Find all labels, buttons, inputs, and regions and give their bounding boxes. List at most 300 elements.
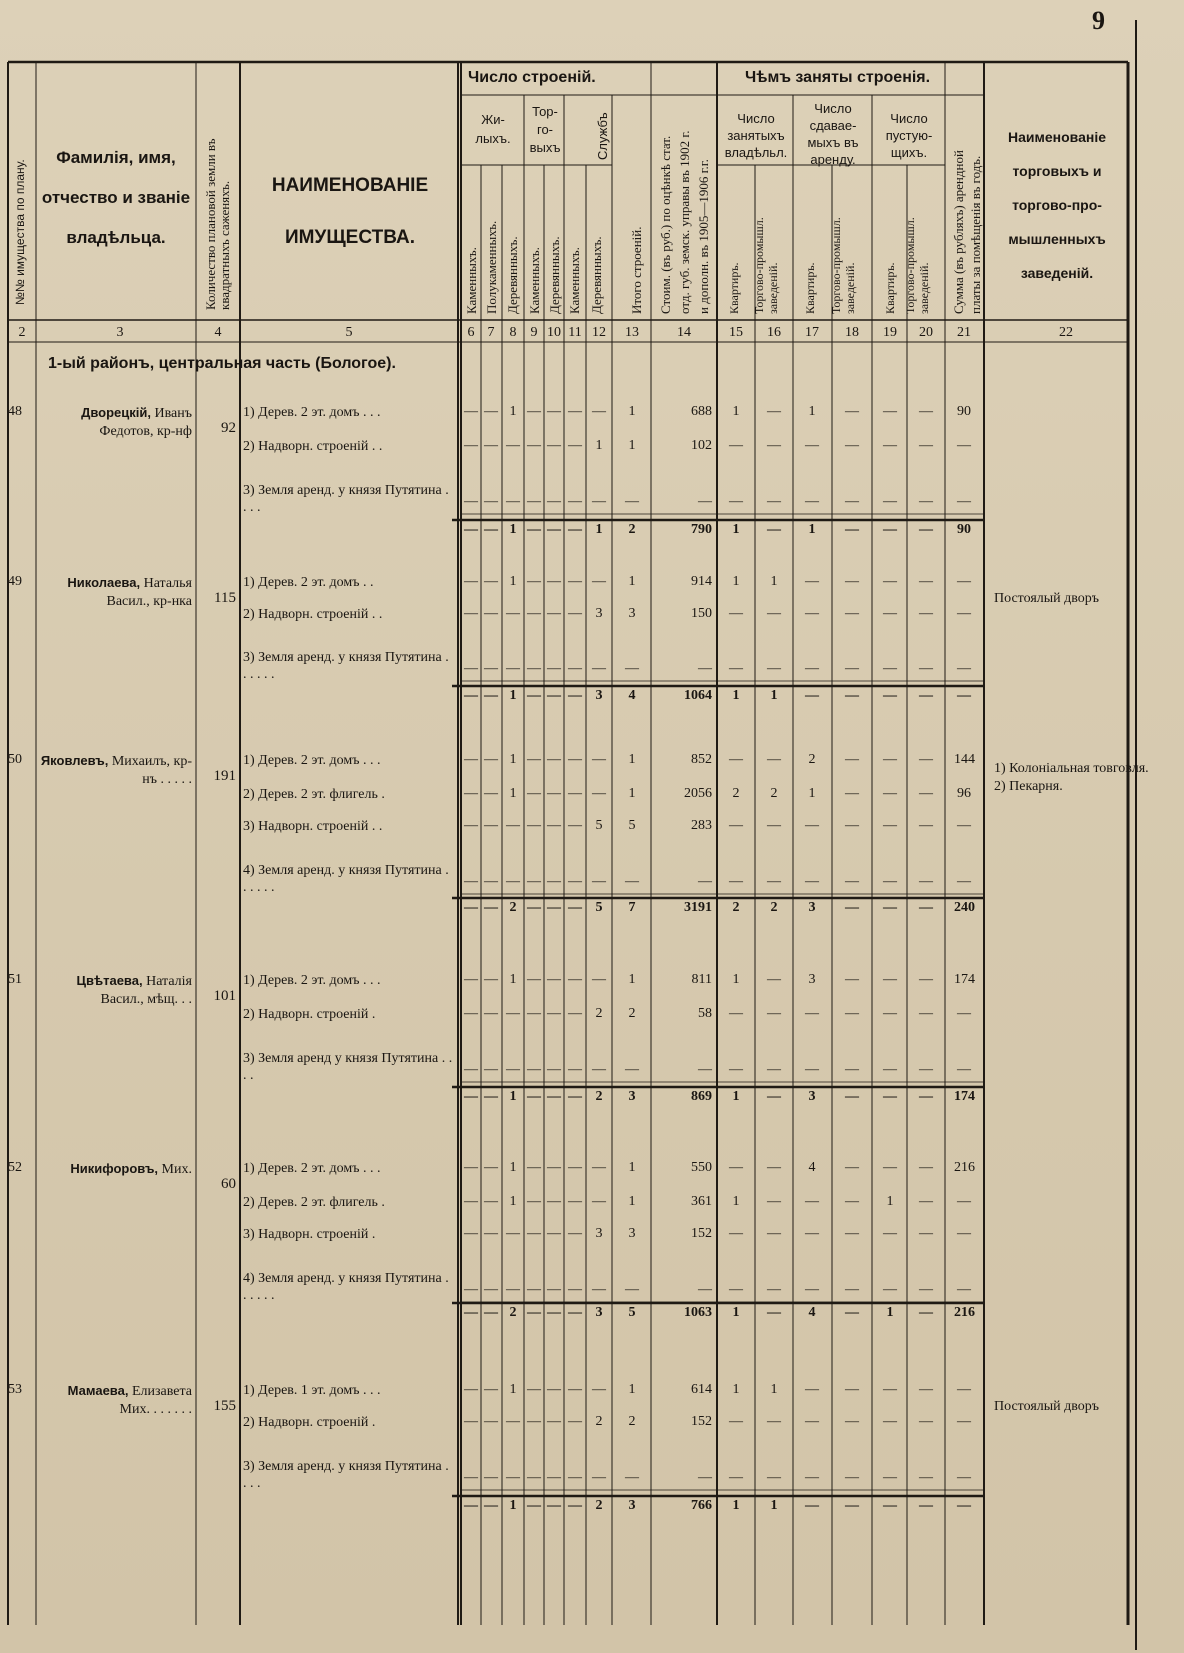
- total-value: 3: [628, 1498, 636, 1513]
- cell-value: —: [845, 1062, 859, 1077]
- cell-value: —: [464, 1226, 478, 1241]
- owner-surname: Яковлевъ,: [40, 753, 109, 768]
- cell-value: 1: [732, 404, 740, 419]
- header-v19: Квартиръ.: [883, 262, 897, 314]
- total-value: —: [464, 900, 478, 915]
- total-value: 1: [732, 1498, 740, 1513]
- total-value: —: [919, 522, 933, 537]
- total-value: —: [845, 1498, 859, 1513]
- cell-value: —: [805, 494, 819, 509]
- land-area: 60: [221, 1176, 236, 1192]
- record-index: 52: [8, 1160, 22, 1175]
- cell-value: 550: [691, 1160, 712, 1175]
- cell-value: 3: [808, 972, 816, 987]
- cell-value: —: [805, 1226, 819, 1241]
- cell-value: —: [592, 972, 606, 987]
- cell-value: —: [919, 818, 933, 833]
- cell-value: —: [883, 874, 897, 889]
- total-value: —: [527, 1305, 541, 1320]
- total-value: —: [568, 1089, 582, 1104]
- total-value: —: [464, 1305, 478, 1320]
- header-buildings-count: Число строеній.: [468, 69, 596, 86]
- header-occupied-by: Чѣмъ заняты строенія.: [745, 69, 931, 86]
- cell-value: —: [464, 1062, 478, 1077]
- cell-value: —: [568, 494, 582, 509]
- cell-value: —: [919, 1160, 933, 1175]
- cell-value: —: [464, 1382, 478, 1397]
- property-item: 3) Земля аренд. у князя Путятина . . . .: [243, 483, 449, 515]
- cell-value: —: [957, 874, 971, 889]
- cell-value: —: [484, 818, 498, 833]
- header-v10: Деревянныхъ.: [547, 236, 562, 314]
- column-number: 2: [18, 325, 26, 340]
- total-value: —: [883, 688, 897, 703]
- cell-value: —: [568, 1062, 582, 1077]
- cell-value: —: [957, 661, 971, 676]
- total-value: —: [484, 1089, 498, 1104]
- total-value: —: [845, 1089, 859, 1104]
- cell-value: 90: [957, 404, 971, 419]
- header-owners: Число занятыхъ владѣльл.: [724, 111, 788, 160]
- cell-value: —: [547, 494, 561, 509]
- record-index: 49: [8, 574, 22, 589]
- cell-value: —: [506, 494, 520, 509]
- cell-value: 283: [691, 818, 712, 833]
- cell-value: —: [547, 972, 561, 987]
- cell-value: 1: [770, 1382, 778, 1397]
- total-value: —: [547, 1305, 561, 1320]
- cell-value: —: [767, 1160, 781, 1175]
- total-value: 5: [595, 900, 603, 915]
- total-value: —: [767, 522, 781, 537]
- header-v11: Каменныхъ.: [567, 247, 582, 314]
- cell-value: —: [568, 1160, 582, 1175]
- cell-value: 216: [954, 1160, 975, 1175]
- cell-value: —: [919, 786, 933, 801]
- cell-value: —: [592, 404, 606, 419]
- cell-value: —: [729, 606, 743, 621]
- cell-value: —: [767, 752, 781, 767]
- cell-value: 914: [691, 574, 712, 589]
- cell-value: —: [919, 438, 933, 453]
- total-value: —: [845, 900, 859, 915]
- cell-value: —: [957, 1470, 971, 1485]
- header-businesses: Наименованіе торговыхъ и торгово-про- мышленныхъ заведеній.: [1008, 129, 1106, 281]
- total-value: —: [805, 1498, 819, 1513]
- header-land-area: Количество плановой земли въ квадратныхъ саженяхъ.: [203, 138, 232, 310]
- cell-value: —: [527, 574, 541, 589]
- total-value: —: [767, 1305, 781, 1320]
- total-value: —: [484, 522, 498, 537]
- cell-value: —: [698, 874, 712, 889]
- total-value: —: [484, 688, 498, 703]
- owner-details: Елизавета Мих. . . . . . .: [119, 1384, 192, 1417]
- cell-value: —: [547, 1194, 561, 1209]
- header-commercial: Тор- го- выхъ: [529, 104, 561, 155]
- cell-value: 1: [509, 786, 517, 801]
- cell-value: —: [767, 972, 781, 987]
- total-value: —: [568, 1305, 582, 1320]
- district-title: 1-ый районъ, центральная часть (Бологое).: [48, 355, 396, 372]
- cell-value: —: [919, 574, 933, 589]
- cell-value: 1: [732, 574, 740, 589]
- cell-value: —: [729, 438, 743, 453]
- cell-value: —: [484, 752, 498, 767]
- property-item: 2) Дерев. 2 эт. флигель .: [243, 1195, 385, 1210]
- cell-value: —: [527, 1414, 541, 1429]
- cell-value: —: [527, 818, 541, 833]
- owner-name: [40, 574, 192, 611]
- cell-value: —: [547, 438, 561, 453]
- property-item: 2) Надворн. строеній . .: [243, 439, 383, 454]
- cell-value: —: [506, 1282, 520, 1297]
- column-number: 3: [116, 325, 124, 340]
- column-number: 20: [919, 325, 933, 340]
- cell-value: —: [698, 1062, 712, 1077]
- total-value: —: [568, 688, 582, 703]
- owner-details: Михаилъ, кр-нъ . . . . .: [108, 754, 192, 787]
- cell-value: —: [957, 1006, 971, 1021]
- cell-value: —: [568, 1414, 582, 1429]
- cell-value: 361: [691, 1194, 712, 1209]
- cell-value: —: [805, 1414, 819, 1429]
- cell-value: 1: [509, 404, 517, 419]
- column-number: 6: [467, 325, 475, 340]
- cell-value: —: [729, 1414, 743, 1429]
- total-value: 1: [509, 688, 517, 703]
- page-number: 9: [1092, 6, 1105, 35]
- cell-value: —: [919, 1226, 933, 1241]
- cell-value: 688: [691, 404, 712, 419]
- header-v20: Торгово-промышл. заведеній.: [903, 217, 931, 314]
- cell-value: —: [919, 1006, 933, 1021]
- cell-value: —: [805, 1062, 819, 1077]
- cell-value: —: [506, 1226, 520, 1241]
- total-value: 2: [770, 900, 778, 915]
- property-item: 3) Земля аренд. у князя Путятина . . . .: [243, 1459, 449, 1491]
- total-value: —: [919, 900, 933, 915]
- column-number: 5: [345, 325, 353, 340]
- column-number: 19: [883, 325, 897, 340]
- cell-value: —: [592, 752, 606, 767]
- total-value: —: [547, 900, 561, 915]
- cell-value: —: [527, 1194, 541, 1209]
- owner-details: Мих.: [158, 1162, 192, 1177]
- owner-name: [40, 972, 192, 1009]
- property-item: 1) Дерев. 2 эт. домъ . . .: [243, 405, 381, 420]
- cell-value: —: [625, 1062, 639, 1077]
- cell-value: —: [568, 1226, 582, 1241]
- cell-value: —: [729, 1226, 743, 1241]
- cell-value: —: [919, 404, 933, 419]
- header-v14: Стоим. (въ руб.) по оцѣнкѣ стат. отд. губ. земск. управы въ 1902 г. и дополн. въ 1905—1906 г.г.: [658, 130, 711, 314]
- cell-value: —: [592, 1194, 606, 1209]
- cell-value: —: [527, 661, 541, 676]
- cell-value: —: [957, 606, 971, 621]
- total-value: —: [527, 1498, 541, 1513]
- cell-value: —: [845, 1160, 859, 1175]
- owner-name: [40, 404, 192, 441]
- property-item: 1) Дерев. 2 эт. домъ . .: [243, 575, 374, 590]
- cell-value: 1: [628, 1382, 636, 1397]
- owner-surname: Мамаева,: [67, 1383, 129, 1398]
- cell-value: —: [957, 1062, 971, 1077]
- total-value: —: [547, 1089, 561, 1104]
- cell-value: 1: [732, 972, 740, 987]
- cell-value: —: [883, 752, 897, 767]
- cell-value: —: [767, 438, 781, 453]
- cell-value: —: [547, 661, 561, 676]
- property-item: 2) Дерев. 2 эт. флигель .: [243, 787, 385, 802]
- total-value: —: [845, 688, 859, 703]
- cell-value: —: [883, 438, 897, 453]
- total-value: —: [845, 522, 859, 537]
- cell-value: —: [883, 1160, 897, 1175]
- cell-value: —: [484, 661, 498, 676]
- cell-value: —: [957, 1194, 971, 1209]
- cell-value: —: [484, 1470, 498, 1485]
- owner-name: [40, 1160, 192, 1179]
- cell-value: —: [845, 1006, 859, 1021]
- cell-value: —: [592, 786, 606, 801]
- cell-value: —: [547, 752, 561, 767]
- cell-value: —: [729, 1006, 743, 1021]
- cell-value: —: [845, 786, 859, 801]
- cell-value: —: [625, 661, 639, 676]
- total-value: 790: [691, 522, 712, 537]
- total-value: 240: [954, 900, 975, 915]
- cell-value: —: [957, 1226, 971, 1241]
- cell-value: —: [484, 404, 498, 419]
- header-v17: Квартиръ.: [803, 262, 817, 314]
- cell-value: 3: [595, 606, 603, 621]
- cell-value: —: [506, 1062, 520, 1077]
- cell-value: —: [484, 438, 498, 453]
- header-services: Службъ: [595, 112, 610, 160]
- total-value: —: [568, 522, 582, 537]
- cell-value: —: [919, 494, 933, 509]
- total-value: —: [464, 522, 478, 537]
- header-v13: Итого строеній.: [629, 226, 644, 314]
- cell-value: —: [883, 1414, 897, 1429]
- cell-value: —: [625, 1282, 639, 1297]
- cell-value: 3: [628, 606, 636, 621]
- cell-value: —: [527, 786, 541, 801]
- cell-value: —: [845, 1382, 859, 1397]
- cell-value: —: [484, 1382, 498, 1397]
- land-area: 191: [213, 768, 236, 784]
- cell-value: 1: [808, 404, 816, 419]
- owner-details: Наталія Васил., мѣщ. . .: [100, 974, 192, 1007]
- cell-value: 1: [628, 438, 636, 453]
- cell-value: —: [729, 818, 743, 833]
- cell-value: —: [547, 1282, 561, 1297]
- total-value: —: [845, 1305, 859, 1320]
- cell-value: —: [568, 1006, 582, 1021]
- cell-value: —: [527, 404, 541, 419]
- cell-value: 2: [595, 1414, 603, 1429]
- header-property: НАИМЕНОВАНІЕ ИМУЩЕСТВА.: [271, 175, 429, 248]
- cell-value: —: [845, 574, 859, 589]
- cell-value: —: [568, 786, 582, 801]
- cell-value: —: [464, 1470, 478, 1485]
- cell-value: 1: [509, 1160, 517, 1175]
- cell-value: —: [547, 1226, 561, 1241]
- cell-value: 152: [691, 1414, 712, 1429]
- property-item: 4) Земля аренд. у князя Путятина . . . . . .: [243, 1271, 449, 1303]
- total-value: —: [919, 1305, 933, 1320]
- record-index: 48: [8, 404, 22, 419]
- cell-value: 102: [691, 438, 712, 453]
- land-area: 115: [214, 590, 236, 606]
- total-value: —: [484, 1498, 498, 1513]
- cell-value: —: [805, 438, 819, 453]
- cell-value: —: [464, 494, 478, 509]
- total-value: 2: [595, 1498, 603, 1513]
- cell-value: —: [527, 606, 541, 621]
- total-value: 3: [808, 1089, 816, 1104]
- column-number: 7: [487, 325, 495, 340]
- header-rented: Число сдавае- мыхъ въ аренду.: [807, 101, 859, 167]
- total-value: 1: [770, 1498, 778, 1513]
- cell-value: —: [919, 606, 933, 621]
- cell-value: 1: [808, 786, 816, 801]
- cell-value: —: [484, 786, 498, 801]
- cell-value: —: [845, 1282, 859, 1297]
- total-value: —: [883, 1089, 897, 1104]
- total-value: —: [919, 1498, 933, 1513]
- cell-value: 1: [509, 752, 517, 767]
- cell-value: —: [957, 1382, 971, 1397]
- header-v9: Каменныхъ.: [527, 247, 542, 314]
- cell-value: —: [767, 1062, 781, 1077]
- cell-value: —: [464, 1282, 478, 1297]
- total-value: 2: [628, 522, 636, 537]
- cell-value: —: [729, 494, 743, 509]
- header-v15: Квартиръ.: [727, 262, 741, 314]
- owner-details: Наталья Васил., кр-нка: [106, 576, 192, 609]
- header-v7: Полукаменныхъ.: [484, 220, 499, 314]
- cell-value: 4: [808, 1160, 816, 1175]
- column-number: 21: [957, 325, 971, 340]
- cell-value: 614: [691, 1382, 712, 1397]
- total-value: 3: [628, 1089, 636, 1104]
- cell-value: —: [698, 494, 712, 509]
- cell-value: —: [767, 1414, 781, 1429]
- cell-value: —: [484, 574, 498, 589]
- cell-value: —: [919, 1194, 933, 1209]
- cell-value: —: [547, 606, 561, 621]
- cell-value: 1: [732, 1382, 740, 1397]
- total-value: 3: [595, 688, 603, 703]
- cell-value: —: [729, 752, 743, 767]
- total-value: —: [547, 1498, 561, 1513]
- cell-value: 1: [628, 404, 636, 419]
- property-item: 1) Дерев. 2 эт. домъ . . .: [243, 1161, 381, 1176]
- cell-value: —: [527, 874, 541, 889]
- cell-value: —: [767, 1470, 781, 1485]
- cell-value: —: [805, 574, 819, 589]
- cell-value: 1: [509, 1194, 517, 1209]
- cell-value: —: [484, 874, 498, 889]
- total-value: 1: [770, 688, 778, 703]
- cell-value: —: [568, 874, 582, 889]
- cell-value: 1: [595, 438, 603, 453]
- cell-value: 2: [595, 1006, 603, 1021]
- cell-value: —: [767, 818, 781, 833]
- cell-value: —: [527, 1062, 541, 1077]
- property-item: 2) Надворн. строеній . .: [243, 607, 383, 622]
- owner-surname: Дворецкій,: [81, 405, 152, 420]
- owner-surname: Николаева,: [67, 575, 141, 590]
- cell-value: —: [568, 972, 582, 987]
- land-area: 92: [221, 420, 236, 436]
- cell-value: 3: [595, 1226, 603, 1241]
- total-value: —: [464, 688, 478, 703]
- cell-value: —: [592, 1062, 606, 1077]
- column-number: 13: [625, 325, 639, 340]
- cell-value: —: [568, 752, 582, 767]
- cell-value: —: [464, 752, 478, 767]
- cell-value: —: [484, 1414, 498, 1429]
- cell-value: —: [767, 661, 781, 676]
- cell-value: —: [919, 874, 933, 889]
- cell-value: —: [592, 1282, 606, 1297]
- cell-value: —: [547, 1470, 561, 1485]
- cell-value: —: [698, 661, 712, 676]
- property-item: 4) Земля аренд. у князя Путятина . . . . . .: [243, 863, 449, 895]
- cell-value: —: [767, 1194, 781, 1209]
- cell-value: 1: [628, 1160, 636, 1175]
- cell-value: —: [506, 1470, 520, 1485]
- owner-surname: Никифоровъ,: [70, 1161, 159, 1176]
- business-name: Постоялый дворъ: [994, 591, 1100, 606]
- cell-value: —: [845, 438, 859, 453]
- cell-value: —: [729, 1282, 743, 1297]
- cell-value: —: [484, 1062, 498, 1077]
- cell-value: —: [592, 494, 606, 509]
- total-value: 1: [509, 1089, 517, 1104]
- cell-value: —: [729, 1470, 743, 1485]
- cell-value: —: [568, 404, 582, 419]
- property-item: 3) Надворн. строеній . .: [243, 819, 383, 834]
- cell-value: —: [625, 874, 639, 889]
- cell-value: —: [592, 661, 606, 676]
- cell-value: —: [805, 1470, 819, 1485]
- cell-value: —: [957, 494, 971, 509]
- record-index: 51: [8, 972, 22, 987]
- land-area: 155: [213, 1398, 236, 1414]
- total-value: 7: [628, 900, 636, 915]
- cell-value: —: [883, 1470, 897, 1485]
- header-v8: Деревянныхъ.: [505, 236, 520, 314]
- cell-value: —: [568, 818, 582, 833]
- cell-value: —: [845, 404, 859, 419]
- cell-value: —: [527, 494, 541, 509]
- total-value: 3191: [684, 900, 712, 915]
- total-value: 1: [732, 1305, 740, 1320]
- cell-value: —: [805, 1194, 819, 1209]
- total-value: —: [883, 1498, 897, 1513]
- cell-value: —: [464, 1194, 478, 1209]
- cell-value: —: [506, 661, 520, 676]
- cell-value: —: [464, 786, 478, 801]
- total-value: —: [919, 688, 933, 703]
- cell-value: 2: [770, 786, 778, 801]
- cell-value: —: [568, 1194, 582, 1209]
- cell-value: —: [625, 1470, 639, 1485]
- cell-value: —: [767, 606, 781, 621]
